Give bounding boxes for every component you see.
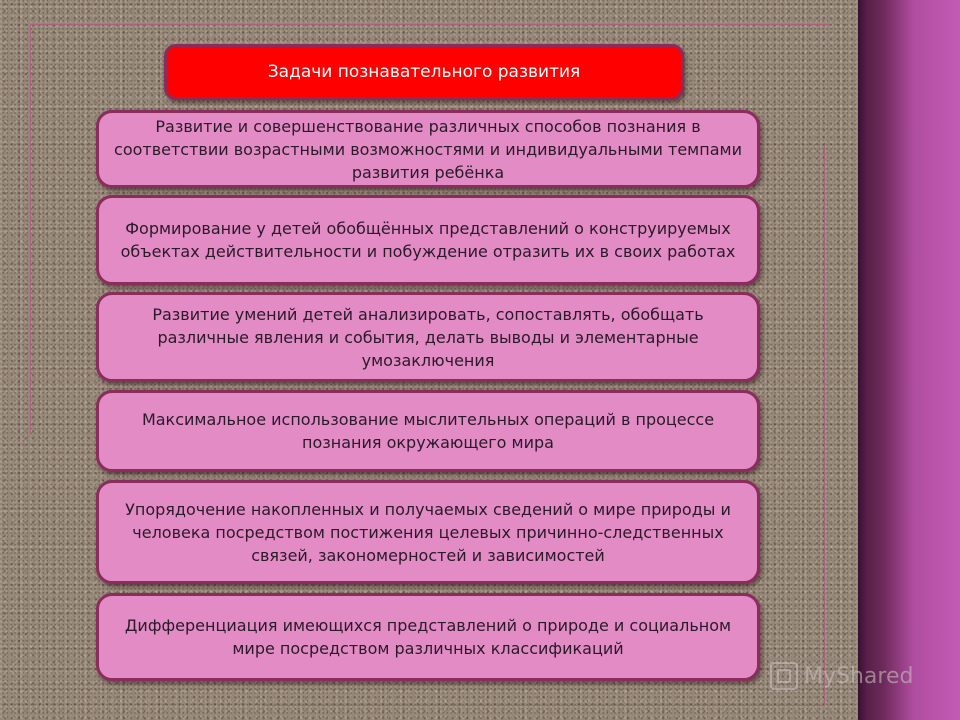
diagram-title-text: Задачи познавательного развития: [267, 62, 581, 82]
frame-line-bottom: [262, 705, 825, 706]
task-box-2: [96, 195, 760, 285]
task-text: Дифференциация имеющихся представлений о природе и социальном мире посредством различных классификаций: [124, 616, 732, 658]
task-text: Формирование у детей обобщённых представлений о конструируемых объектах действительности и побуждение отразить их в своих работах: [120, 219, 736, 261]
task-box-4: [96, 390, 760, 472]
frame-line-left: [30, 24, 31, 434]
task-box-1: [96, 110, 760, 188]
watermark: [770, 656, 930, 696]
task-text: Развитие и совершенствование различных способов познания в соответствии возрастными возможностями и индивидуальными темпами развития ребёнка: [114, 116, 742, 182]
watermark-text: MyShared: [804, 663, 914, 689]
side-decor-band: [858, 0, 960, 720]
task-box-5: [96, 480, 760, 584]
task-box-3: [96, 292, 760, 382]
task-box-6: [96, 593, 760, 681]
frame-line-right: [824, 145, 825, 705]
frame-line-top: [30, 24, 830, 25]
side-decor-strip: [858, 0, 868, 720]
task-text: Развитие умений детей анализировать, сопоставлять, обобщать различные явления и события, делать выводы и элементарные умозаключения: [152, 304, 704, 370]
task-text: Максимальное использование мыслительных операций в процессе познания окружающего мира: [141, 410, 715, 452]
task-text: Упорядочение накопленных и получаемых сведений о мире природы и человека посредством постижения целевых причинно-следственных связей, закономерностей и зависимостей: [125, 499, 731, 565]
diagram-title: [164, 44, 684, 100]
watermark-logo-icon: [770, 662, 798, 690]
